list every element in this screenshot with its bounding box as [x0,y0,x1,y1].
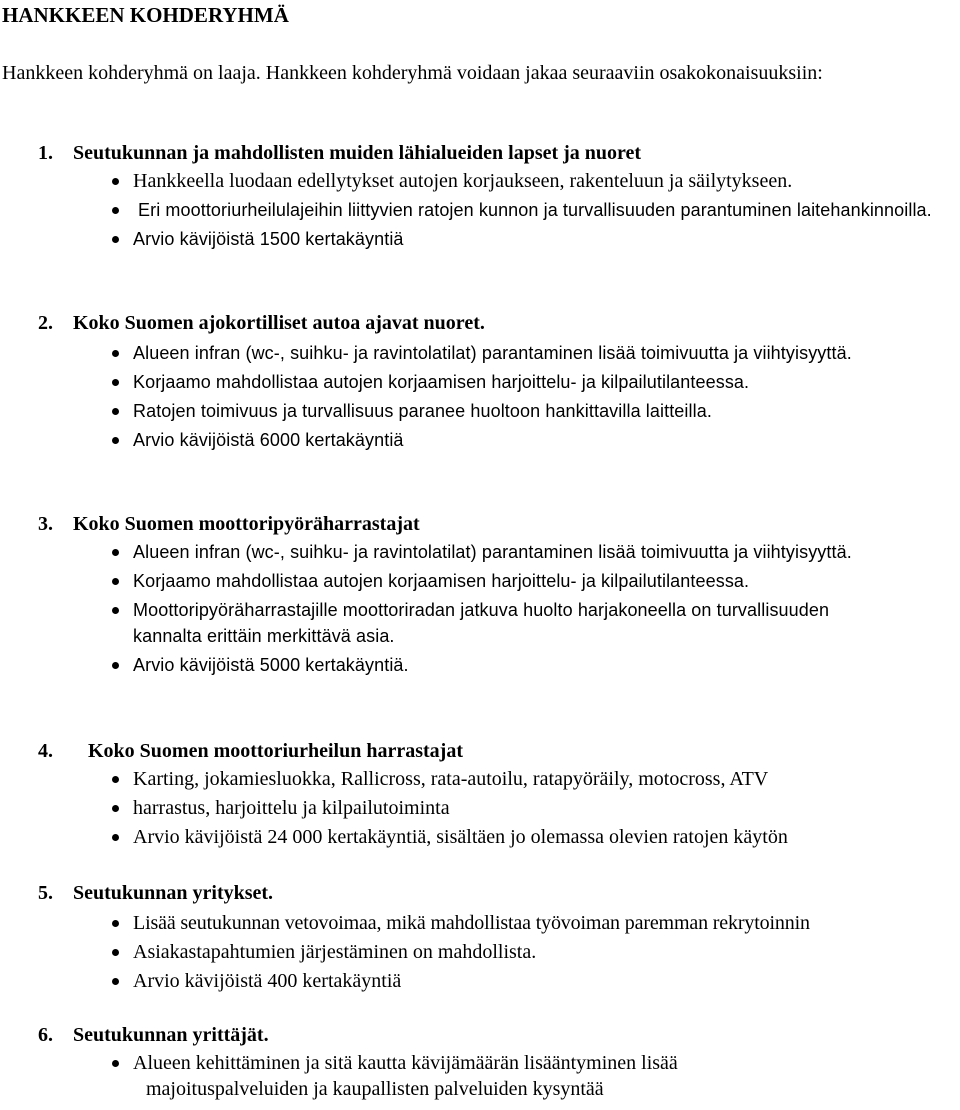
list-item [0,939,960,965]
bullet-list [0,340,960,456]
section-number: 6. [38,1024,53,1046]
bullet-icon [112,178,119,185]
list-item [0,568,960,594]
list-item [0,340,960,366]
bullet-icon [112,920,119,927]
section-title: Seutukunnan yritykset. [73,882,274,904]
section-number: 4. [38,740,53,762]
list-item-text: Arvio kävijöistä 400 kertakäyntiä [133,970,402,992]
section-number: 1. [38,142,53,164]
bullet-icon [112,834,119,841]
list-item-text: Alueen kehittäminen ja sitä kautta kävijämäärän lisääntyminen lisää majoituspalveluiden ja kaupallisten palveluiden kysyntää [133,1052,678,1100]
bullet-icon [112,607,119,614]
bullet-icon [112,408,119,415]
list-item [0,398,960,424]
list-item [0,910,960,936]
list-item [0,652,960,678]
section-number: 3. [38,513,53,535]
list-item [0,226,960,252]
bullet-list [0,539,960,681]
bullet-icon [112,549,119,556]
bullet-list [0,910,960,997]
bullet-icon [112,578,119,585]
list-item-text: Lisää seutukunnan vetovoimaa, mikä mahdollistaa työvoiman paremman rekrytoinnin [133,912,810,934]
bullet-icon [112,978,119,985]
page-title: HANKKEEN KOHDERYHMÄ [2,3,289,27]
bullet-icon [112,379,119,386]
list-item-text: Arvio kävijöistä 5000 kertakäyntiä. [133,655,409,675]
bullet-icon [112,207,119,214]
bullet-list [0,1050,960,1105]
section-title: Seutukunnan yrittäjät. [73,1024,269,1046]
bullet-icon [112,350,119,357]
bullet-icon [112,1060,119,1067]
list-item-text: Eri moottoriurheilulajeihin liittyvien ratojen kunnon ja turvallisuuden parantuminen laitehankinnoilla. [138,200,932,220]
section-title: Koko Suomen ajokortilliset autoa ajavat nuoret. [73,312,485,334]
list-item [0,968,960,994]
list-item-text: Arvio kävijöistä 1500 kertakäyntiä [133,229,404,249]
section-title: Koko Suomen moottoriurheilun harrastajat [88,740,463,762]
list-item [0,795,960,821]
list-item-text: Arvio kävijöistä 6000 kertakäyntiä [133,430,404,450]
list-item [0,824,960,850]
list-item [0,1050,960,1102]
bullet-icon [112,236,119,243]
list-item [0,168,960,194]
bullet-icon [112,805,119,812]
list-item [0,427,960,453]
list-item-text: Korjaamo mahdollistaa autojen korjaamisen harjoittelu- ja kilpailutilanteessa. [133,571,750,591]
list-item-text: Korjaamo mahdollistaa autojen korjaamisen harjoittelu- ja kilpailutilanteessa. [133,372,750,392]
list-item [0,766,960,792]
list-item-text: Moottoripyöräharrastajille moottoriradan jatkuva huolto harjakoneella on turvallisuuden kannalta erittäin merkittävä asia. [133,600,830,646]
list-item-text: Alueen infran (wc-, suihku- ja ravintolatilat) parantaminen lisää toimivuutta ja viihtyisyyttä. [133,343,852,363]
bullet-icon [112,662,119,669]
bullet-icon [112,949,119,956]
bullet-icon [112,776,119,783]
list-item-text: Arvio kävijöistä 24 000 kertakäyntiä, sisältäen jo olemassa olevien ratojen käytön [133,826,788,848]
list-item [0,197,960,223]
list-item-text: Ratojen toimivuus ja turvallisuus paranee huoltoon hankittavilla laitteilla. [133,401,712,421]
list-item-text: Hankkeella luodaan edellytykset autojen korjaukseen, rakenteluun ja säilytykseen. [133,170,793,192]
intro-paragraph: Hankkeen kohderyhmä on laaja. Hankkeen kohderyhmä voidaan jakaa seuraaviin osakokonaisuuksiin: [2,62,823,84]
list-item [0,539,960,565]
list-item-text: Asiakastapahtumien järjestäminen on mahdollista. [133,941,537,963]
list-item [0,369,960,395]
bullet-list [0,766,960,853]
bullet-list [0,168,960,255]
list-item-text: harrastus, harjoittelu ja kilpailutoiminta [133,797,450,819]
bullet-icon [112,437,119,444]
section-title: Koko Suomen moottoripyöräharrastajat [73,513,420,535]
list-item-text: Alueen infran (wc-, suihku- ja ravintolatilat) parantaminen lisää toimivuutta ja viihtyisyyttä. [133,542,852,562]
list-item-text: Karting, jokamiesluokka, Rallicross, rata-autoilu, ratapyöräily, motocross, ATV [133,768,769,790]
list-item [0,597,960,649]
section-number: 5. [38,882,53,904]
section-title: Seutukunnan ja mahdollisten muiden lähialueiden lapset ja nuoret [73,142,642,164]
section-number: 2. [38,312,53,334]
